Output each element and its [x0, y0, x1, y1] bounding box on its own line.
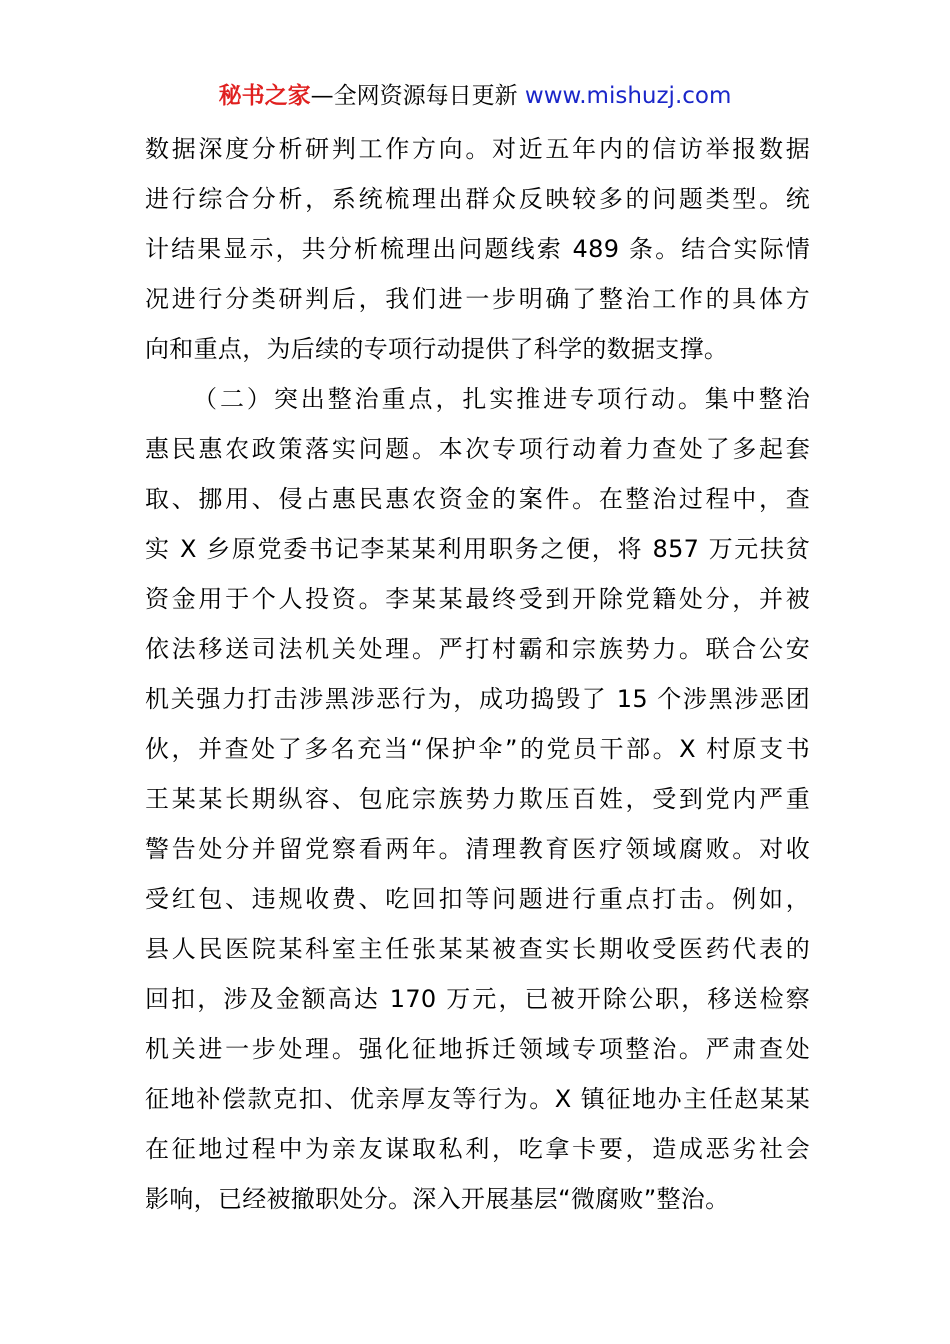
text-line: 计结果显示，共分析梳理出问题线索 489 条。结合实际情: [145, 235, 810, 263]
text-line: 警告处分并留党察看两年。清理教育医疗领域腐败。对收: [145, 835, 810, 863]
page-header: [0, 78, 950, 114]
text-line: 取、挪用、侵占惠民惠农资金的案件。在整治过程中，查: [145, 485, 810, 513]
header-site-link[interactable]: www.mishuzj.com: [524, 83, 732, 109]
section-heading-line: （二）突出整治重点，扎实推进专项行动。集中整治: [193, 385, 810, 413]
text-line: 向和重点，为后续的专项行动提供了科学的数据支撑。: [145, 335, 729, 363]
text-line: 进行综合分析，系统梳理出群众反映较多的问题类型。统: [145, 185, 810, 213]
text-line: 资金用于个人投资。李某某最终受到开除党籍处分，并被: [145, 585, 810, 613]
text-line: 机关进一步处理。强化征地拆迁领域专项整治。严肃查处: [145, 1035, 810, 1063]
text-line: 县人民医院某科室主任张某某被查实长期收受医药代表的: [145, 935, 810, 963]
text-line: 征地补偿款克扣、优亲厚友等行为。X 镇征地办主任赵某某: [145, 1085, 810, 1113]
text-line: 实 X 乡原党委书记李某某利用职务之便，将 857 万元扶贫: [145, 535, 810, 563]
text-line: 回扣，涉及金额高达 170 万元，已被开除公职，移送检察: [145, 985, 810, 1013]
header-tagline: —全网资源每日更新: [310, 83, 525, 109]
text-line: 机关强力打击涉黑涉恶行为，成功捣毁了 15 个涉黑涉恶团: [145, 685, 810, 713]
text-line: 王某某长期纵容、包庇宗族势力欺压百姓，受到党内严重: [145, 785, 810, 813]
text-line: 在征地过程中为亲友谋取私利，吃拿卡要，造成恶劣社会: [145, 1135, 810, 1163]
text-line: 况进行分类研判后，我们进一步明确了整治工作的具体方: [145, 285, 810, 313]
text-line: 受红包、违规收费、吃回扣等问题进行重点打击。例如，: [145, 885, 810, 913]
text-line: 依法移送司法机关处理。严打村霸和宗族势力。联合公安: [145, 635, 810, 663]
text-line: 惠民惠农政策落实问题。本次专项行动着力查处了多起套: [145, 435, 810, 463]
header-brand: 秘书之家: [218, 83, 311, 109]
text-line: 伙，并查处了多名充当“保护伞”的党员干部。X 村原支书: [145, 735, 810, 763]
document-body: [145, 126, 810, 1226]
text-line: 数据深度分析研判工作方向。对近五年内的信访举报数据: [145, 135, 810, 163]
text-line: 影响，已经被撤职处分。深入开展基层“微腐败”整治。: [145, 1185, 730, 1213]
